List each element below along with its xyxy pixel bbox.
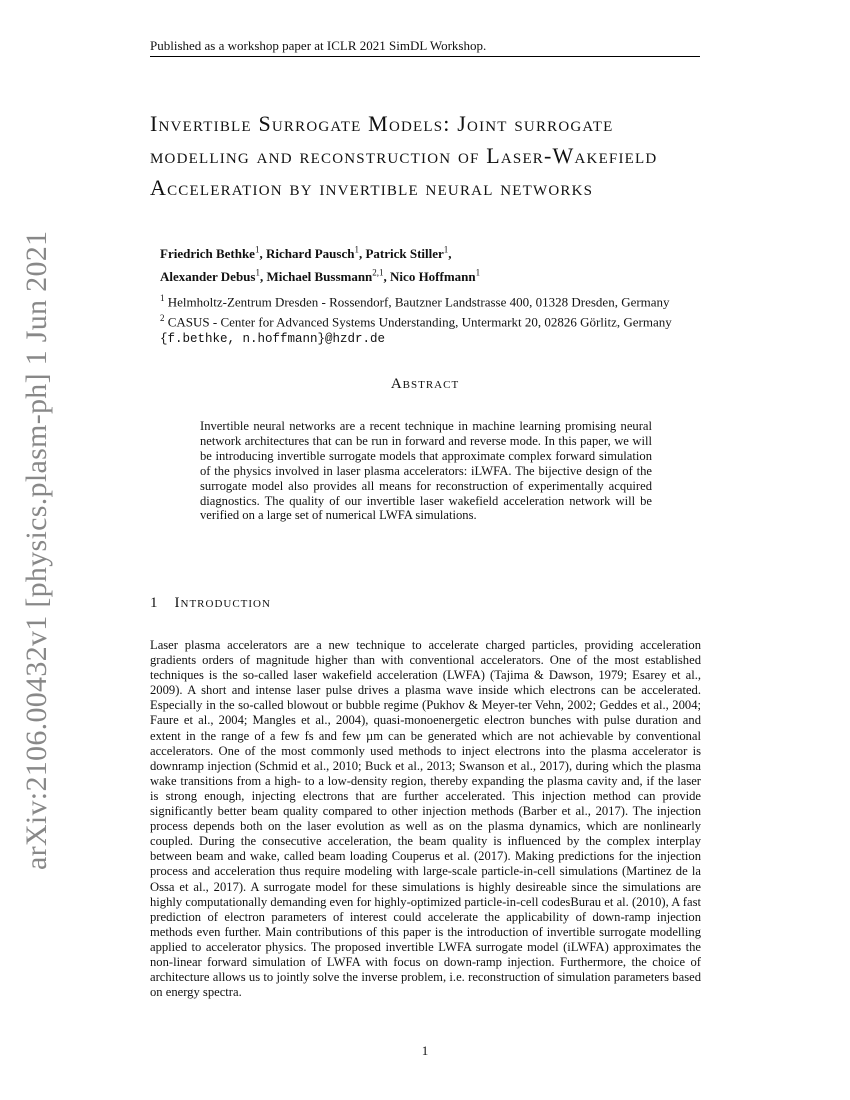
- page-number: 1: [421, 1043, 429, 1058]
- introduction-text: Laser plasma accelerators are a new technique to accelerate charged particles, providing acceleration gradients orders of magnitude higher than with conventional accelerators. One of the most established techniques is the so-called laser wakefield acceleration (LWFA) (Tajima & Dawson, 1979; Esarey et al., 2009). A short and intense laser pulse drives a plasma wave inside which electrons can be accelerated. Especially in the so-called blowout or bubble regime (Pukhov & Meyer-ter Vehn, 2002; Geddes et al., 2004; Faure et al., 2004; Mangles et al., 2004), quasi-monoenergetic electron bunches with pulse duration and extent in the range of a few fs and few µm can be generated which are not achievable by conventional accelerators. One of the most commonly used methods to inject electrons into the plasma accelerator is downramp injection (Schmid et al., 2010; Buck et al., 2013; Swanson et al., 2017), during which the plasma wake transitions from a high- to a low-density region, thereby expanding the plasma cavity and, if the laser is strong enough, injecting electrons that are further accelerated. This injection method can provide significantly better beam quality compared to other injection methods (Barber et al., 2017). The injection process depends both on the laser evolution as well as on the plasma dynamics, which are nonlinearly coupled. During the consecutive acceleration, the beam quality is influenced by the complex interplay between beam and wake, called beam loading Couperus et al. (2017). Making predictions for the injection process and acceleration thus require modeling with large-scale particle-in-cell simulations (Martinez de la Ossa et al., 2017). A surrogate model for these simulations is highly desireable since the simulations are highly computationally demanding even for highly-optimized particle-in-cell codesBurau et al. (2010), A fast prediction of electron parameters of interest could accelerate the applicability of down-ramp injection methods even further. Main contributions of this paper is the introduction of invertible surrogate modelling applied to accelerator physics. The proposed invertible LWFA surrogate model (iLWFA) approximates the non-linear forward simulation of LWFA with focus on down-ramp injection. Furthermore, the choice of architecture allows us to jointly solve the inverse problem, i.e. reconstruction of simulation parameters based on energy spectra.: [150, 638, 701, 1000]
- section-heading: [150, 595, 271, 612]
- author: Michael Bussmann$^{2,1}$,: [266, 267, 391, 284]
- author: Richard Pausch$^1$,: [265, 245, 366, 262]
- arxiv-sidebar-id: arXiv:2106.00432v1 [physics.plasm-ph] 1 Jun 2021: [20, 230, 53, 870]
- abstract-heading: Abstract: [390, 376, 460, 392]
- section-number: 1: [150, 595, 159, 611]
- paper-title: Invertible Surrogate Models: Joint surrogate modelling and reconstruction of Laser-Wakefield Acceleration by invertible neural networks: [150, 111, 658, 200]
- author: Friedrich Bethke$^1$,: [160, 245, 266, 262]
- affiliation: $^2$ CASUS - Center for Advanced Systems Understanding, Untermarkt 20, 02826 Görlitz, Germany: [160, 313, 672, 330]
- email-address[interactable]: {f.bethke, n.hoffmann}@hzdr.de: [160, 331, 386, 346]
- affiliation: $^1$ Helmholtz-Zentrum Dresden - Rossendorf, Bautzner Landstrasse 400, 01328 Dresden, Germany: [160, 293, 670, 310]
- section-title: Introduction: [174, 595, 271, 611]
- abstract-text: Invertible neural networks are a recent technique in machine learning promising neural network architectures that can be run in forward and reverse mode. In this paper, we will be introducing invertible surrogate models that approximate complex forward simulation of the physics involved in laser plasma accelerators: iLWFA. The bijective design of the surrogate model also provides all means for reconstruction of experimentally acquired diagnostics. The quality of our invertible laser wakefield acceleration network will be verified on a large set of numerical LWFA simulations.: [200, 419, 652, 523]
- affiliations: [160, 290, 720, 348]
- author: Alexander Debus$^1$,: [160, 267, 267, 284]
- author: Nico Hoffmann$^1$: [390, 267, 481, 284]
- author: Patrick Stiller$^1$,: [365, 245, 452, 262]
- header-rule: [150, 56, 700, 57]
- authors: [160, 241, 680, 286]
- running-header: Published as a workshop paper at ICLR 2021 SimDL Workshop.: [150, 38, 487, 53]
